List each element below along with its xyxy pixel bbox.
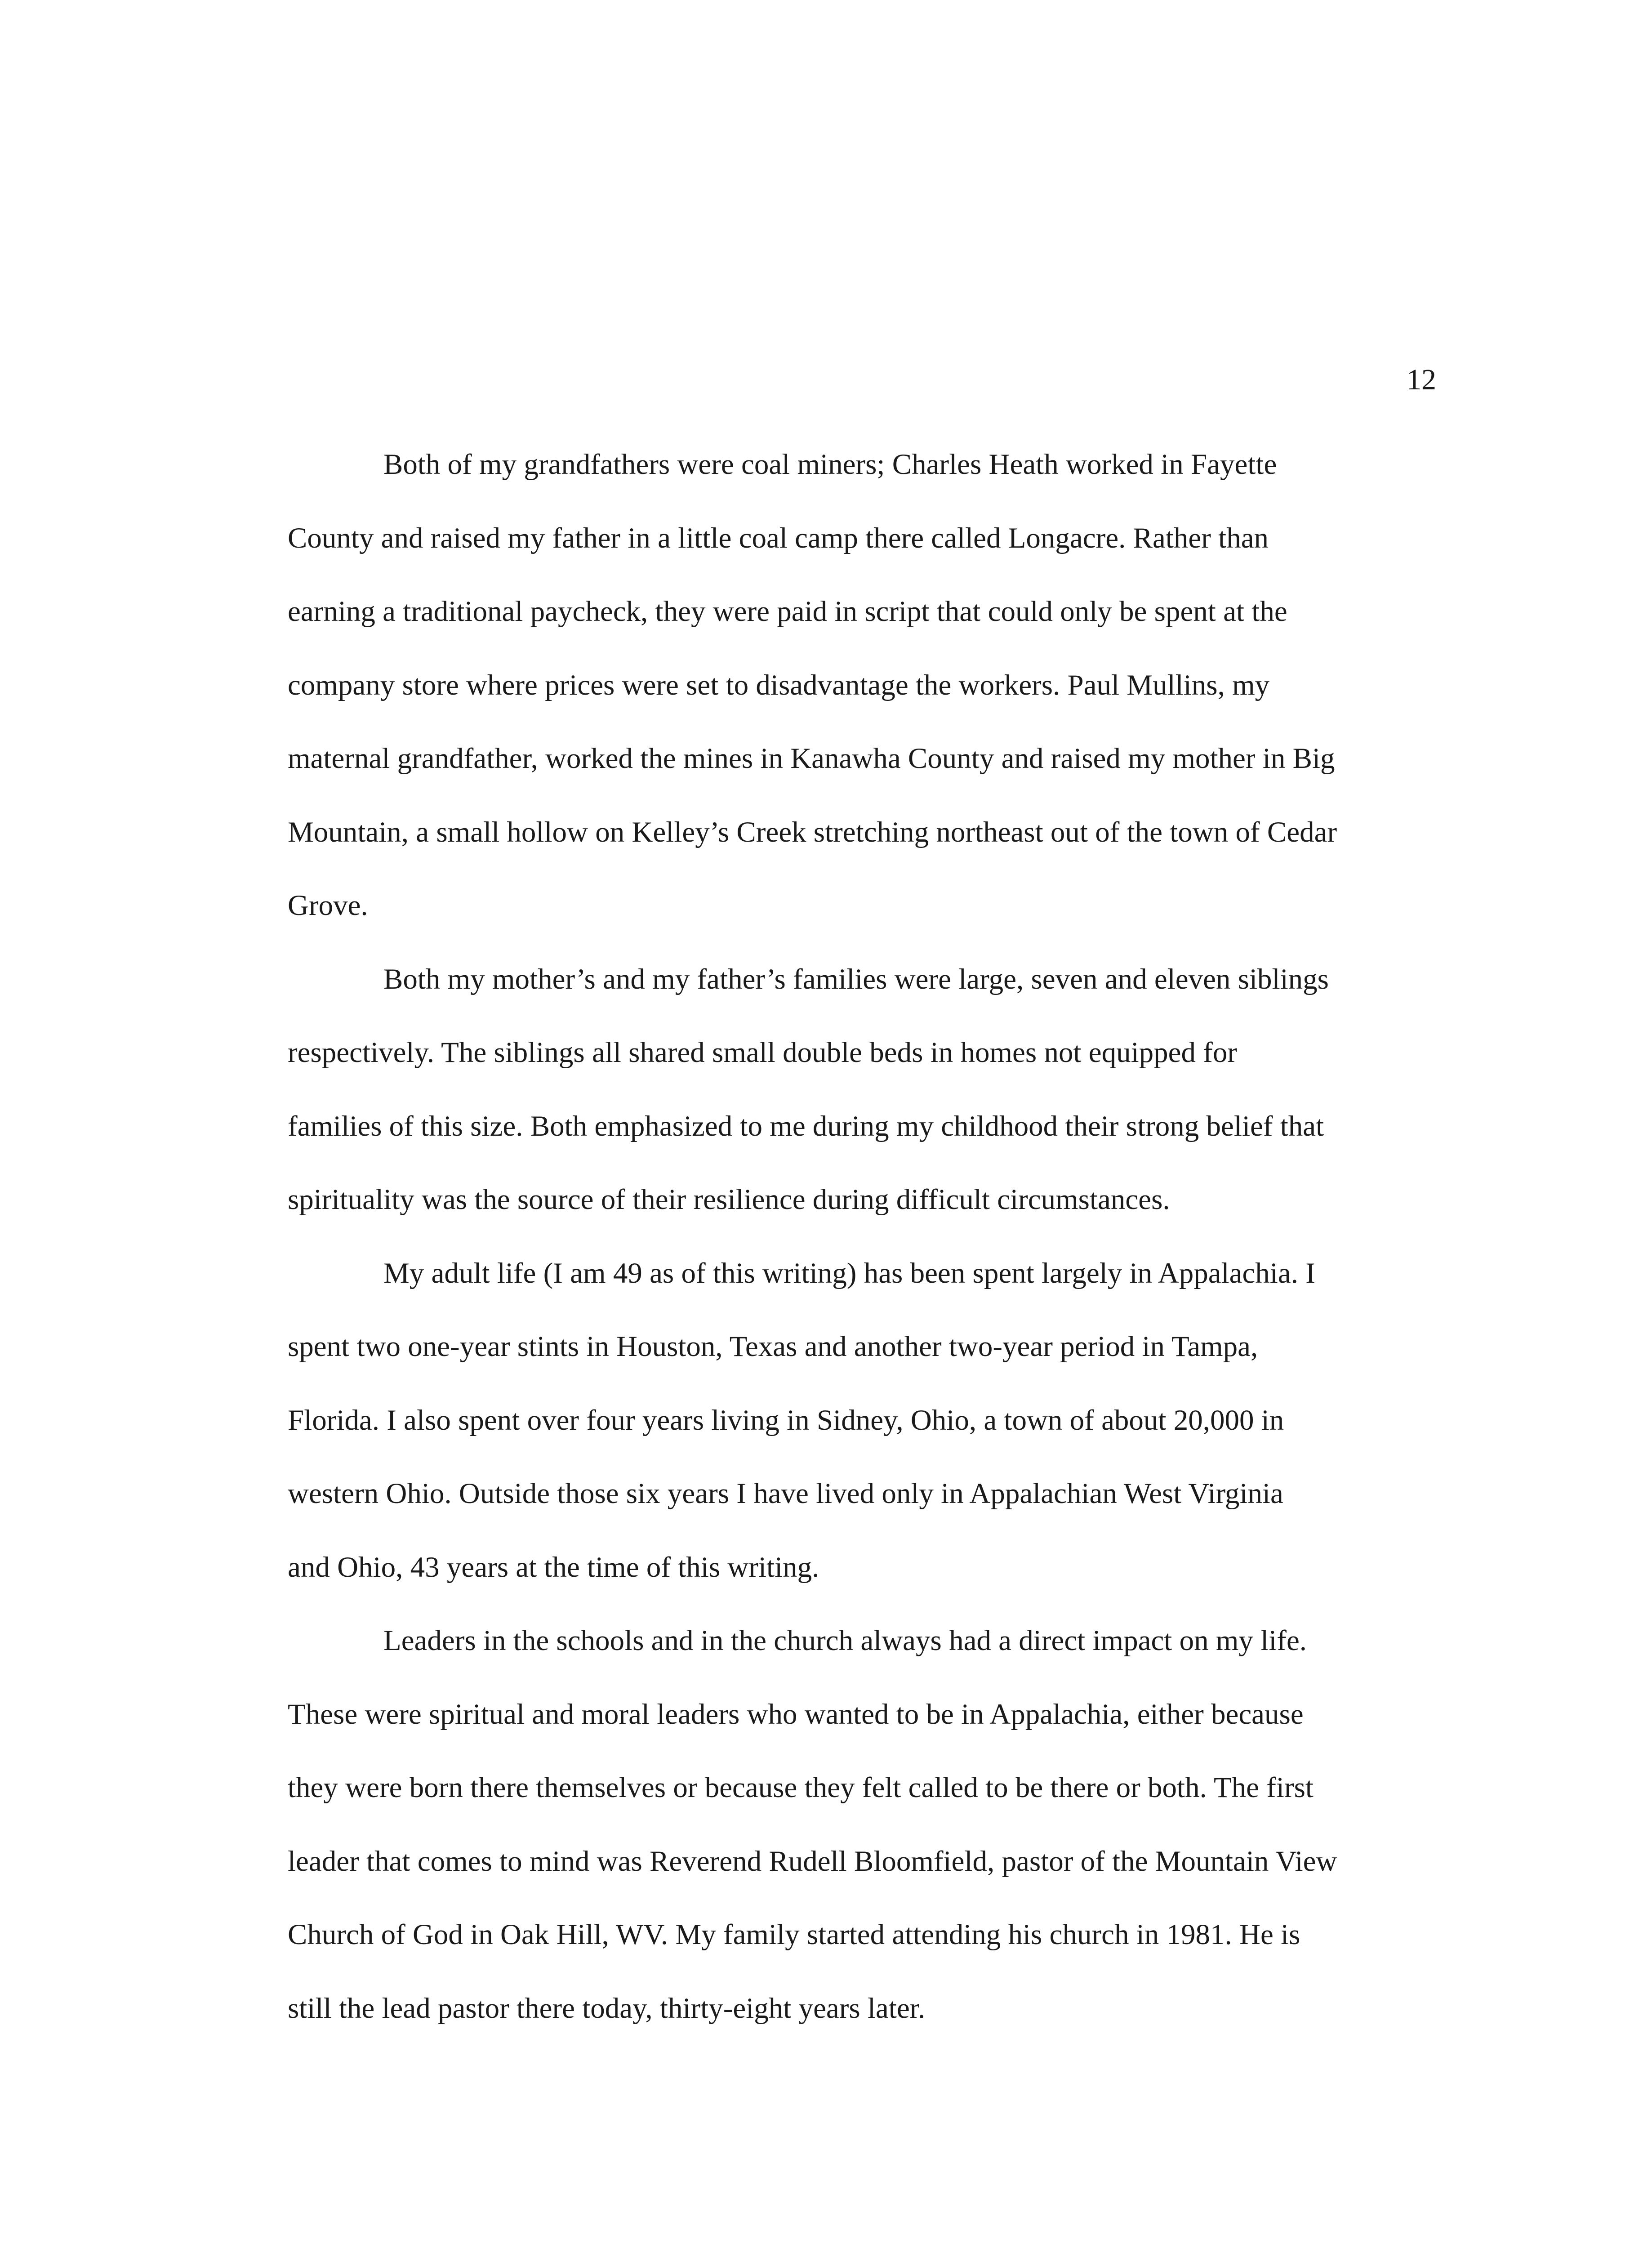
paragraph-leaders: Leaders in the schools and in the church always had a direct impact on my life. These were spiritual and moral leaders who wanted to be in Appalachia, either because they were born there themselves or because they felt called to be there or both. The first leader that comes to mind was Reverend Rudell Bloomfield, pastor of the Mountain View Church of God in Oak Hill, WV. My family started attending his church in 1981. He is still the lead pastor there today, thirty-eight years later. [288, 1624, 1337, 2025]
paragraph-grandfathers: Both of my grandfathers were coal miners; Charles Heath worked in Fayette County and raised my father in a little coal camp there called Longacre. Rather than earning a traditional paycheck, they were paid in script that could only be spent at the company store where prices were set to disadvantage the workers. Paul Mullins, my maternal grandfather, worked the mines in Kanawha County and raised my mother in Big Mountain, a small hollow on Kelley’s Creek stretching northeast out of the town of Cedar Grove. [288, 448, 1337, 922]
body-text [288, 428, 1438, 2045]
page-number: 12 [1407, 363, 1436, 396]
paragraph-families: Both my mother’s and my father’s families were large, seven and eleven siblings respectively. The siblings all shared small double beds in homes not equipped for families of this size. Both emphasized to me during my childhood their strong belief that spirituality was the source of their resilience during difficult circumstances. [288, 963, 1329, 1216]
paragraph-adult-life: My adult life (I am 49 as of this writing) has been spent largely in Appalachia. I spent two one-year stints in Houston, Texas and another two-year period in Tampa, Florida. I also spent over four years living in Sidney, Ohio, a town of about 20,000 in western Ohio. Outside those six years I have lived only in Appalachian West Virginia and Ohio, 43 years at the time of this writing. [288, 1257, 1315, 1583]
